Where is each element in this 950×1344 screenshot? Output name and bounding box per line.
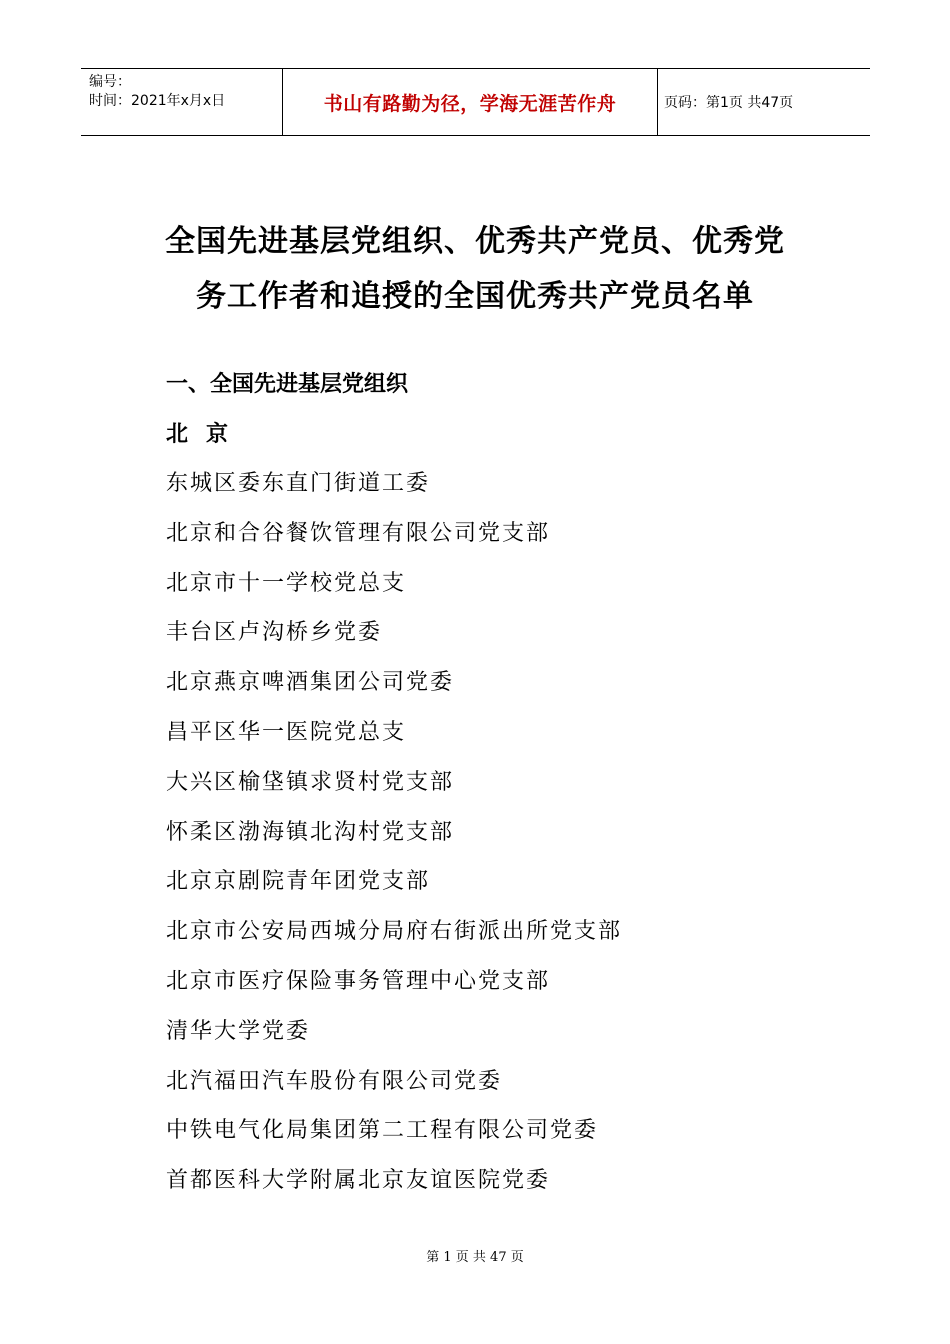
list-item: 北汽福田汽车股份有限公司党委 <box>166 1068 503 1094</box>
list-item: 清华大学党委 <box>166 1018 311 1044</box>
time-label: 时间：2021年x月x日 <box>89 93 226 109</box>
header-meta-cell <box>81 69 282 135</box>
list-item: 丰台区卢沟桥乡党委 <box>166 620 383 646</box>
list-item: 北京燕京啤酒集团公司党委 <box>166 670 455 696</box>
document-header <box>81 68 870 136</box>
list-item: 昌平区华一医院党总支 <box>166 719 407 745</box>
list-item: 首都医科大学附属北京友谊医院党委 <box>166 1168 551 1194</box>
list-item: 北京市公安局西城分局府右街派出所党支部 <box>166 919 623 945</box>
section-heading: 一、全国先进基层党组织 <box>166 372 409 397</box>
title-line-1: 全国先进基层党组织、优秀共产党员、优秀党 <box>165 224 785 259</box>
region-heading: 北京 <box>166 422 247 447</box>
list-item: 大兴区榆垡镇求贤村党支部 <box>166 769 455 795</box>
list-item: 北京和合谷餐饮管理有限公司党支部 <box>166 520 551 546</box>
list-item: 怀柔区渤海镇北沟村党支部 <box>166 819 455 845</box>
document-title <box>60 214 890 324</box>
motto: 书山有路勤为径，学海无涯苦作舟 <box>282 69 658 135</box>
list-item: 北京市十一学校党总支 <box>166 570 407 596</box>
list-item: 北京京剧院青年团党支部 <box>166 869 431 895</box>
header-page-info: 页码：第1页 共47页 <box>664 95 794 111</box>
page-footer: 第 1 页 共 47 页 <box>426 1250 524 1265</box>
title-line-2: 务工作者和追授的全国优秀共产党员名单 <box>196 279 754 314</box>
number-label: 编号： <box>89 74 131 90</box>
list-item: 北京市医疗保险事务管理中心党支部 <box>166 968 551 994</box>
organization-list <box>166 466 622 1213</box>
list-item: 中铁电气化局集团第二工程有限公司党委 <box>166 1118 599 1144</box>
list-item: 东城区委东直门街道工委 <box>166 471 431 496</box>
